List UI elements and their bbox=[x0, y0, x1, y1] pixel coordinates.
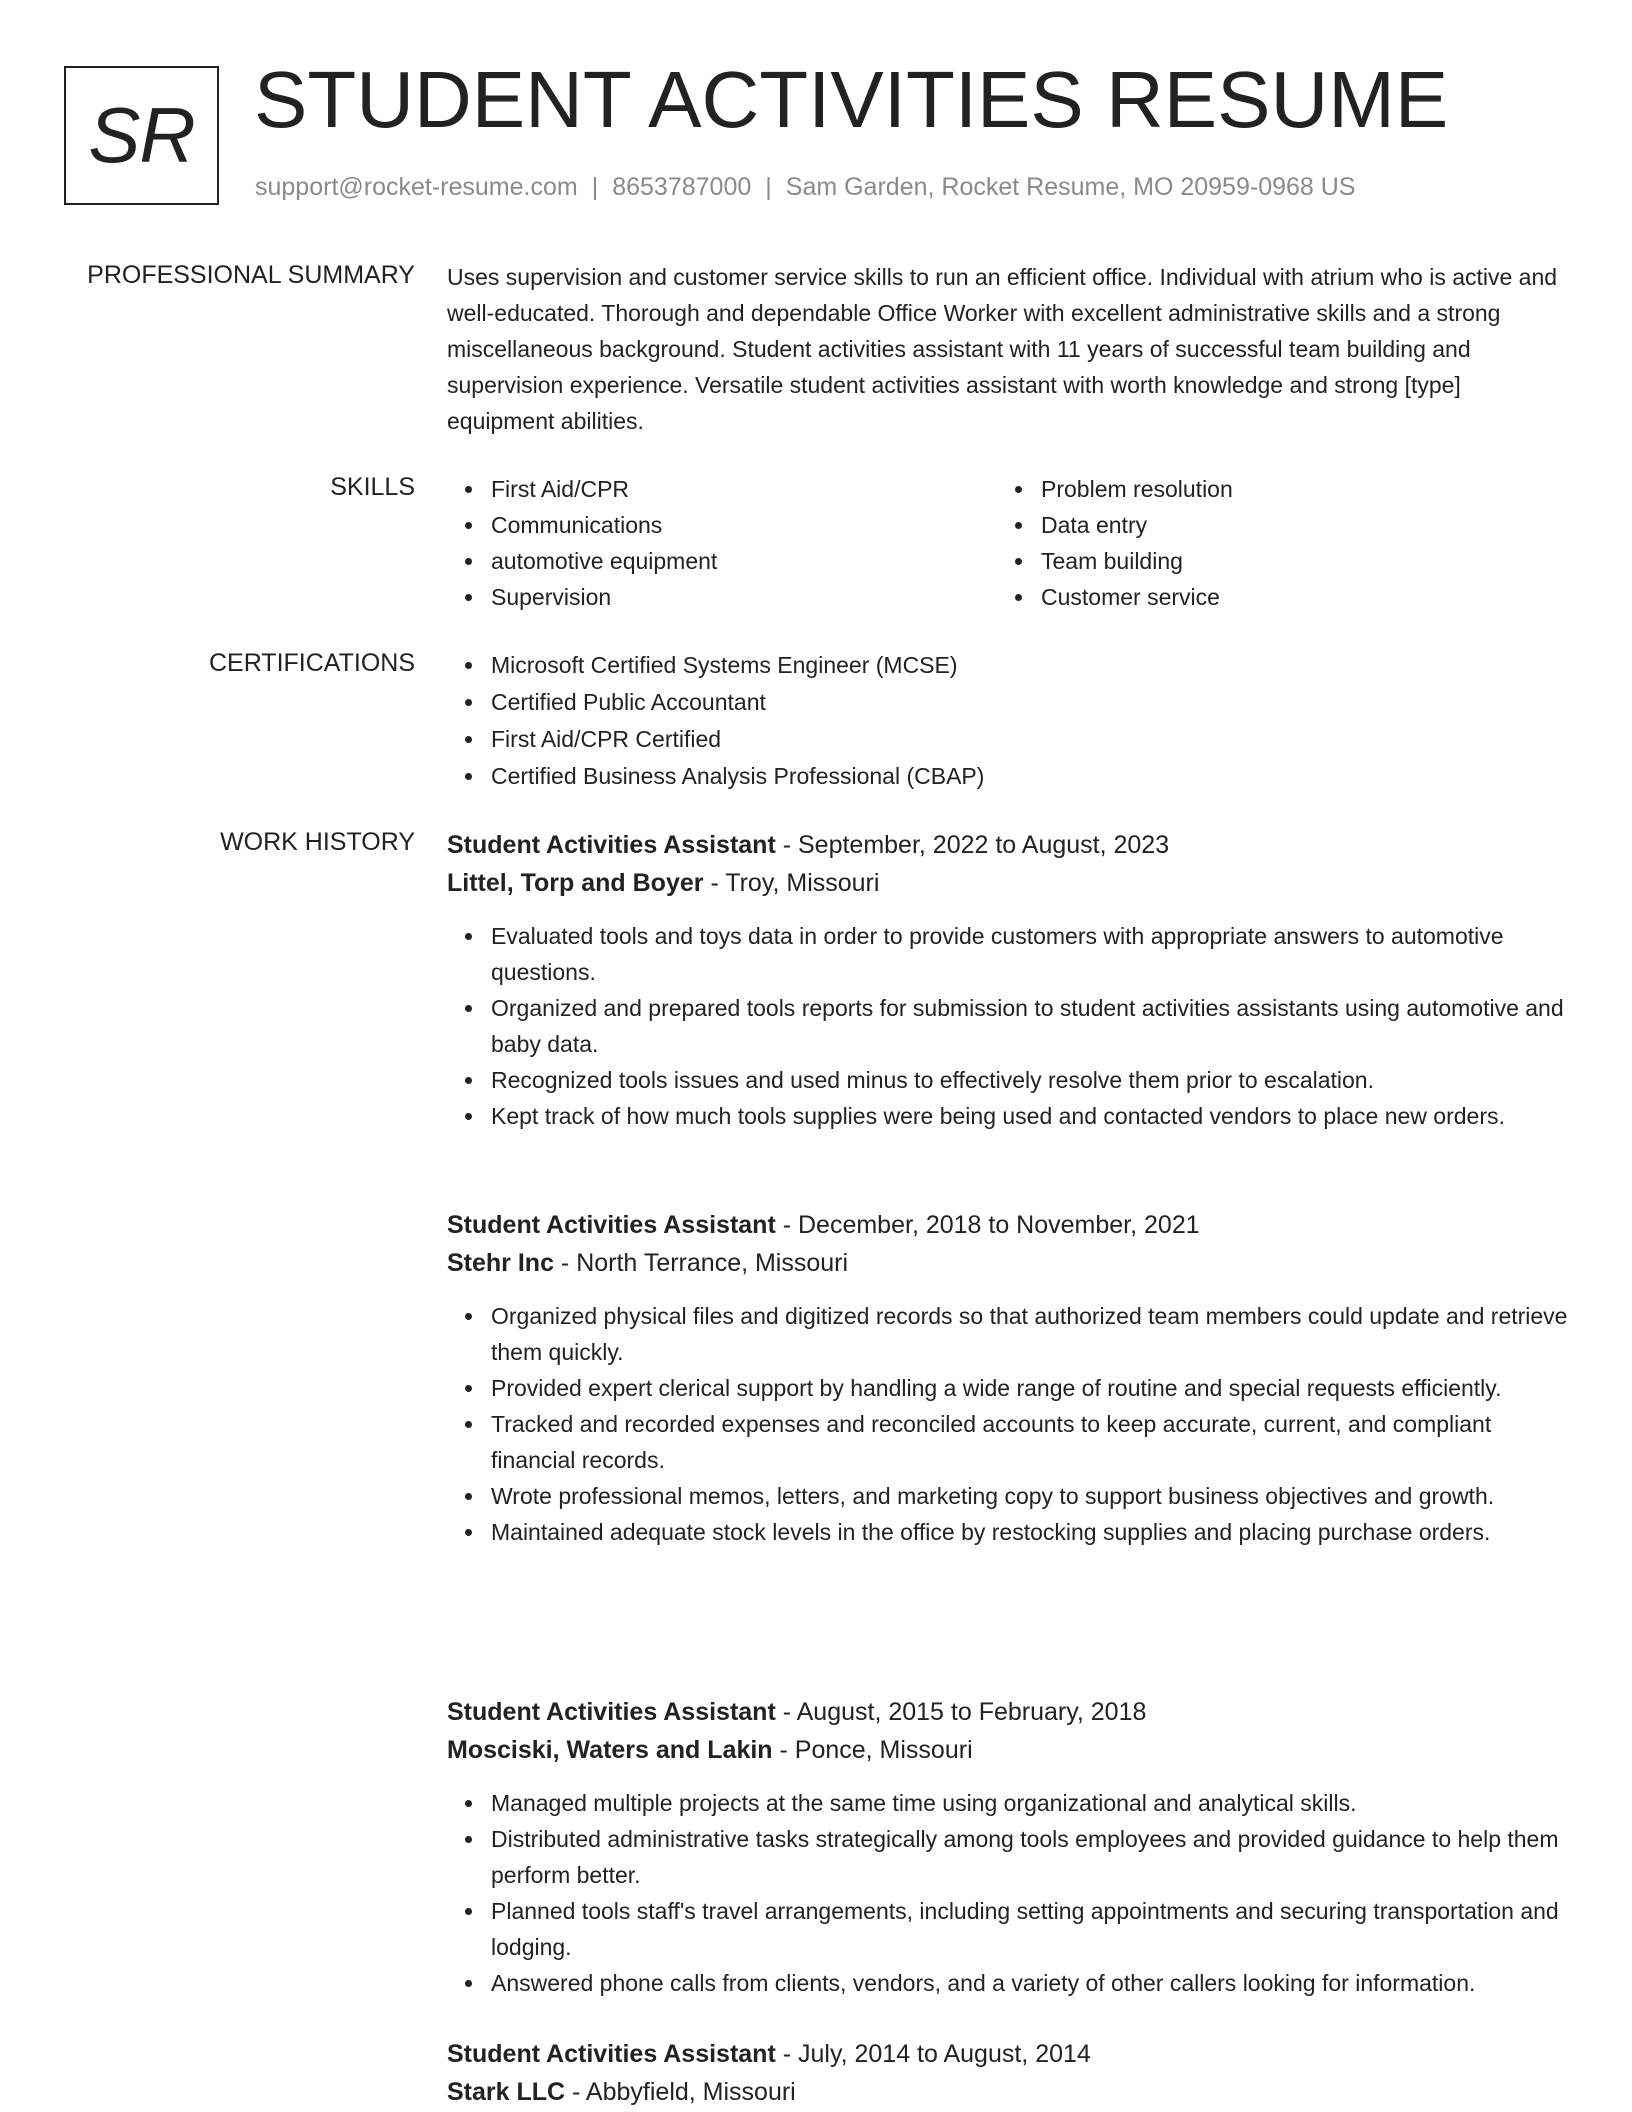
job-entry bbox=[447, 1206, 1572, 1550]
job-dates: - July, 2014 to August, 2014 bbox=[775, 2040, 1091, 2068]
job-company-line bbox=[447, 1731, 1572, 1769]
job-location: - Abbyfield, Missouri bbox=[565, 2078, 796, 2106]
job-dates: - September, 2022 to August, 2023 bbox=[775, 831, 1170, 859]
skill-item: Supervision bbox=[447, 579, 987, 615]
skill-item: Customer service bbox=[997, 579, 1537, 615]
job-title-line bbox=[447, 1693, 1572, 1731]
job-title-line bbox=[447, 1206, 1572, 1244]
job-title-line bbox=[447, 826, 1572, 864]
certifications-heading: CERTIFICATIONS bbox=[208, 649, 415, 677]
job-company: Stark LLC bbox=[447, 2078, 566, 2106]
job-role: Student Activities Assistant bbox=[447, 1211, 776, 1239]
job-entry bbox=[447, 826, 1572, 1134]
skill-item: Data entry bbox=[997, 507, 1537, 543]
job-bullet: Wrote professional memos, letters, and marketing copy to support business objectives and growth. bbox=[447, 1478, 1572, 1514]
contact-email: support@rocket-resume.com bbox=[255, 173, 578, 201]
job-location: - Troy, Missouri bbox=[703, 869, 880, 897]
contact-line bbox=[255, 173, 1355, 202]
job-company: Littel, Torp and Boyer bbox=[447, 869, 704, 897]
job-bullet: Answered phone calls from clients, vendors, and a variety of other callers looking for information. bbox=[447, 1965, 1572, 2001]
contact-address: Sam Garden, Rocket Resume, MO 20959-0968 US bbox=[785, 173, 1356, 201]
skill-item: Problem resolution bbox=[997, 471, 1537, 507]
job-dates: - August, 2015 to February, 2018 bbox=[775, 1698, 1147, 1726]
job-bullet: Recognized tools issues and used minus to effectively resolve them prior to escalation. bbox=[447, 1062, 1572, 1098]
job-bullet: Maintained adequate stock levels in the office by restocking supplies and placing purchase orders. bbox=[447, 1514, 1572, 1550]
skills-heading: SKILLS bbox=[330, 473, 415, 501]
job-entry bbox=[447, 1693, 1572, 2001]
job-company: Mosciski, Waters and Lakin bbox=[447, 1736, 773, 1764]
job-role: Student Activities Assistant bbox=[447, 831, 776, 859]
job-bullet: Evaluated tools and toys data in order to provide customers with appropriate answers to automotive questions. bbox=[447, 918, 1572, 990]
skill-item: Team building bbox=[997, 543, 1537, 579]
job-bullets bbox=[447, 1785, 1572, 2001]
job-role: Student Activities Assistant bbox=[447, 2040, 776, 2068]
job-entry bbox=[447, 2035, 1572, 2111]
contact-separator: | bbox=[765, 173, 772, 201]
job-bullet: Kept track of how much tools supplies were being used and contacted vendors to place new orders. bbox=[447, 1098, 1572, 1134]
job-company: Stehr Inc bbox=[447, 1249, 554, 1277]
certification-item: Microsoft Certified Systems Engineer (MCSE) bbox=[447, 647, 1572, 684]
skill-item: automotive equipment bbox=[447, 543, 987, 579]
summary-heading: PROFESSIONAL SUMMARY bbox=[87, 261, 415, 289]
monogram-badge bbox=[64, 66, 219, 205]
job-bullet: Provided expert clerical support by handling a wide range of routine and special requests efficiently. bbox=[447, 1370, 1572, 1406]
job-bullet: Planned tools staff's travel arrangements, including setting appointments and securing transportation and lodging. bbox=[447, 1893, 1572, 1965]
certification-item: First Aid/CPR Certified bbox=[447, 721, 1572, 758]
monogram-initials: SR bbox=[88, 91, 195, 179]
contact-separator: | bbox=[591, 173, 599, 201]
job-title-line bbox=[447, 2035, 1572, 2073]
skills-column-left bbox=[447, 471, 987, 615]
job-location: - Ponce, Missouri bbox=[772, 1736, 973, 1764]
certifications-list bbox=[447, 647, 1572, 795]
skill-item: First Aid/CPR bbox=[447, 471, 987, 507]
job-bullet: Organized and prepared tools reports for submission to student activities assistants using automotive and baby data. bbox=[447, 990, 1572, 1062]
certification-item: Certified Public Accountant bbox=[447, 684, 1572, 721]
summary-text: Uses supervision and customer service skills to run an efficient office. Individual with atrium who is active and well-educated. Thorough and dependable Office Worker with excellent administrative skills and a strong miscellaneous background. Student activities assistant with 11 years of successful team building and supervision experience. Versatile student activities assistant with worth knowledge and strong [type] equipment abilities. bbox=[447, 264, 1558, 434]
job-bullet: Distributed administrative tasks strategically among tools employees and provided guidance to help them perform better. bbox=[447, 1821, 1572, 1893]
job-company-line bbox=[447, 864, 1572, 902]
certification-item: Certified Business Analysis Professional (CBAP) bbox=[447, 758, 1572, 795]
job-bullet: Managed multiple projects at the same time using organizational and analytical skills. bbox=[447, 1785, 1572, 1821]
job-role: Student Activities Assistant bbox=[447, 1698, 776, 1726]
work-history-heading: WORK HISTORY bbox=[220, 828, 415, 856]
job-bullet: Organized physical files and digitized records so that authorized team members could update and retrieve them quickly. bbox=[447, 1298, 1572, 1370]
job-bullets bbox=[447, 918, 1572, 1134]
job-dates: - December, 2018 to November, 2021 bbox=[775, 1211, 1200, 1239]
job-bullet: Tracked and recorded expenses and reconciled accounts to keep accurate, current, and compliant financial records. bbox=[447, 1406, 1572, 1478]
contact-phone: 8653787000 bbox=[612, 173, 752, 201]
job-company-line bbox=[447, 1244, 1572, 1282]
job-location: - North Terrance, Missouri bbox=[553, 1249, 849, 1277]
job-bullets bbox=[447, 1298, 1572, 1550]
job-company-line bbox=[447, 2073, 1572, 2111]
skill-item: Communications bbox=[447, 507, 987, 543]
resume-title: STUDENT ACTIVITIES RESUME bbox=[254, 55, 1449, 144]
skills-column-right bbox=[997, 471, 1537, 615]
skills-list bbox=[447, 471, 1572, 621]
